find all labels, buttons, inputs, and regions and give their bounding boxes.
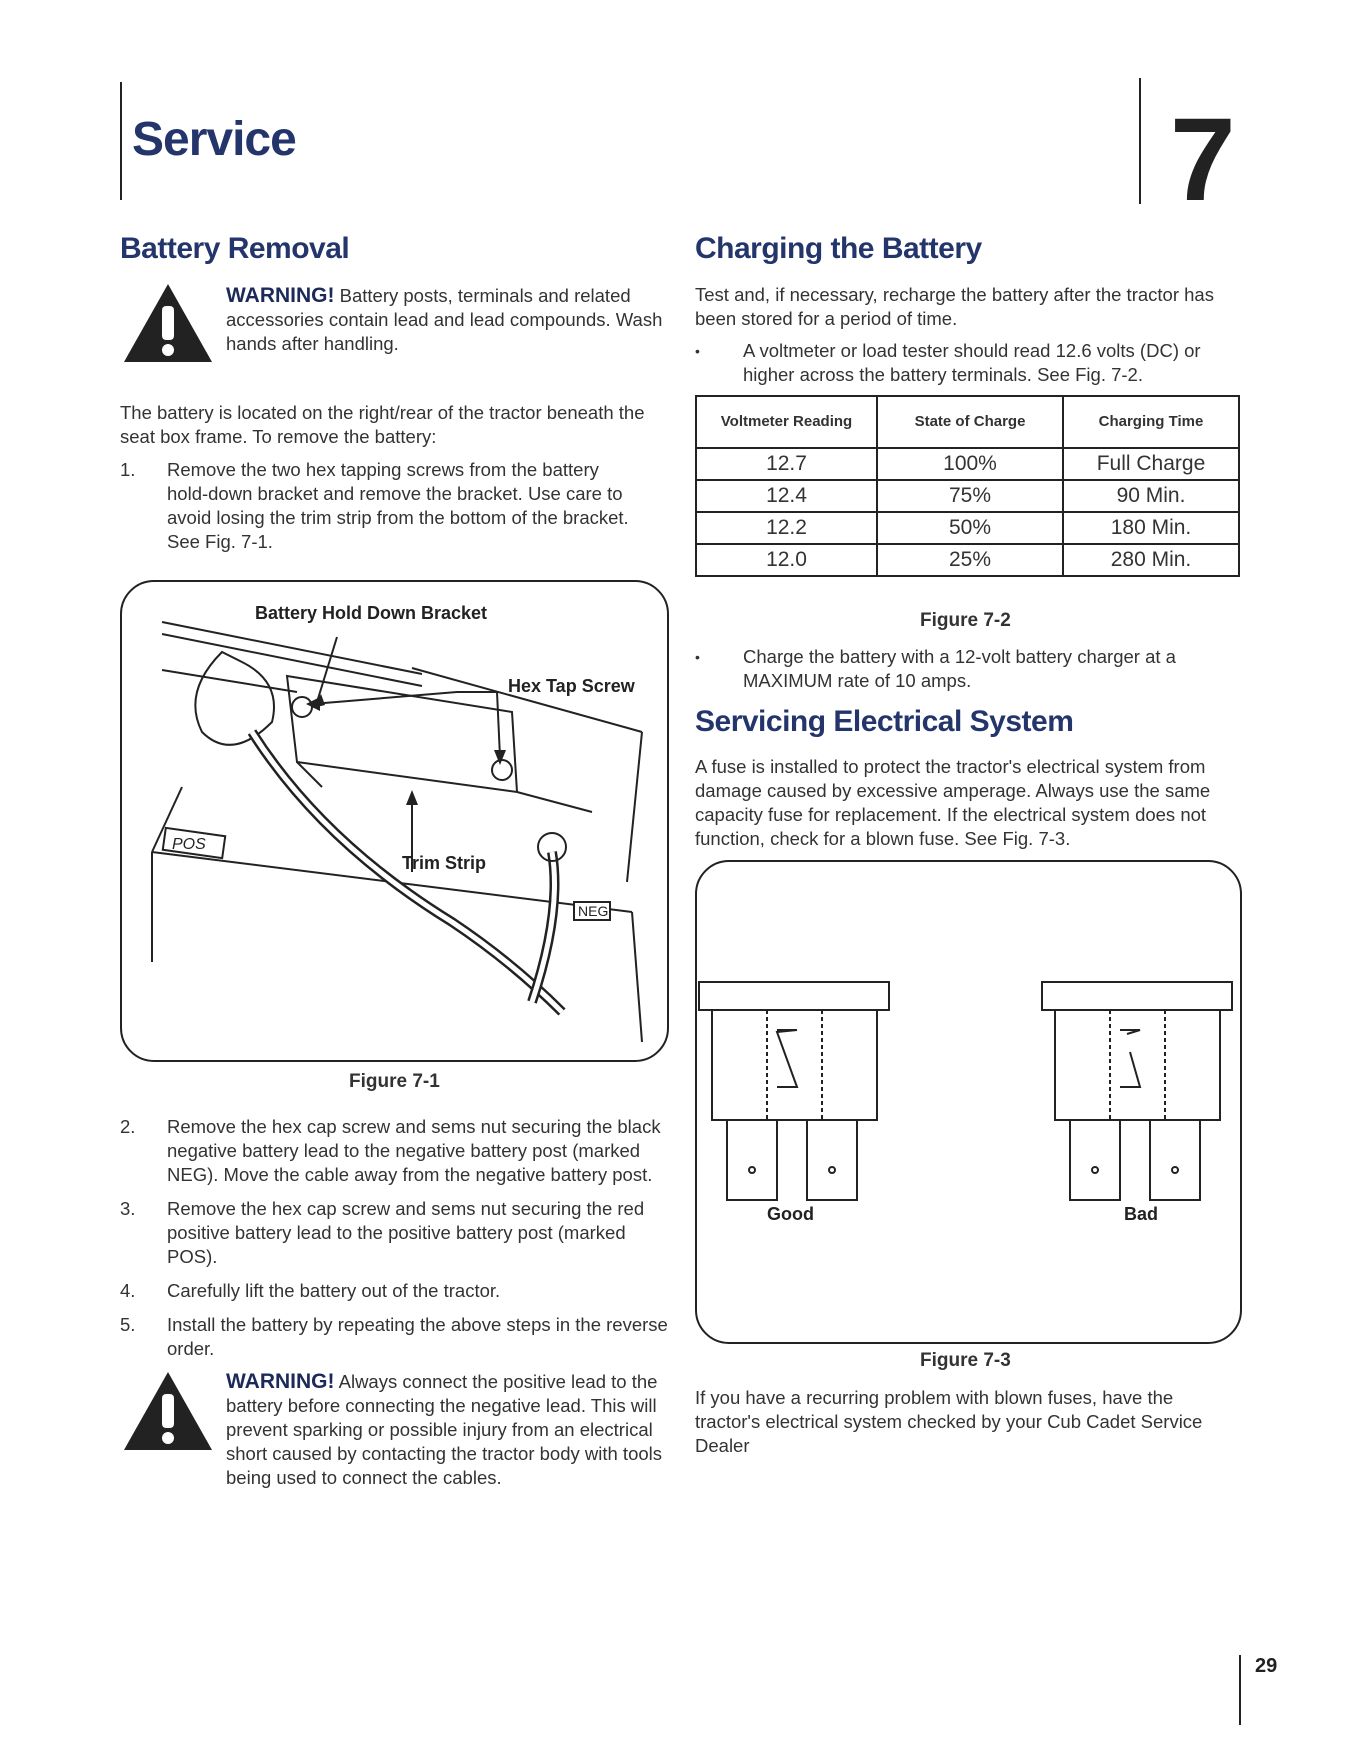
table-cell: 12.0: [696, 544, 877, 576]
heading-servicing-electrical: Servicing Electrical System: [695, 705, 1074, 738]
footer-rule: [1239, 1655, 1241, 1725]
warning-icon: [122, 282, 214, 364]
table-header-row: [696, 396, 1239, 448]
table-row: [696, 544, 1239, 576]
table-cell: 100%: [877, 448, 1063, 480]
step-5: 5. Install the battery by repeating the above steps in the reverse order.: [120, 1314, 668, 1359]
header-rule-right: [1139, 78, 1141, 204]
figure-7-2-caption: Figure 7-2: [920, 610, 1011, 631]
warning-icon: [122, 1370, 214, 1452]
table-cell: Full Charge: [1063, 448, 1239, 480]
label-good-fuse: Good: [767, 1204, 814, 1224]
table-cell: 25%: [877, 544, 1063, 576]
table-row: [696, 512, 1239, 544]
figure-7-3-caption: Figure 7-3: [920, 1350, 1011, 1371]
heading-battery-removal: Battery Removal: [120, 232, 350, 265]
warning-connect-positive: WARNING! Always connect the positive lead to the battery before connecting the negative lead. This will prevent sparking or possible injury from an electrical short caused by contacting the tractor body with tools being used to connect the cables.: [226, 1370, 663, 1488]
table-row: [696, 480, 1239, 512]
battery-illustration: [122, 582, 663, 1056]
table-cell: 280 Min.: [1063, 544, 1239, 576]
table-row: [696, 448, 1239, 480]
steps-list: [120, 1115, 670, 1371]
table-cell: 75%: [877, 480, 1063, 512]
label-hex-tap-screw: Hex Tap Screw: [508, 676, 635, 696]
step-3: 3. Remove the hex cap screw and sems nut securing the red positive battery lead to the positive battery post (marked POS).: [120, 1198, 645, 1267]
header-rule-left: [120, 82, 122, 200]
step-2: 2. Remove the hex cap screw and sems nut securing the black negative battery lead to the negative battery post (marked NEG). Move the cable away from the negative battery post.: [120, 1116, 661, 1185]
pos-marking: POS: [172, 836, 206, 853]
bullet-voltmeter: • A voltmeter or load tester should read 12.6 volts (DC) or higher across the battery terminals. See Fig. 7-2.: [695, 339, 1215, 387]
charging-table: [695, 395, 1240, 577]
table-cell: 12.4: [696, 480, 877, 512]
bullet-charge-rate: • Charge the battery with a 12-volt battery charger at a MAXIMUM rate of 10 amps.: [695, 645, 1215, 693]
table-cell: 50%: [877, 512, 1063, 544]
column-header: Charging Time: [1063, 396, 1239, 448]
table-cell: 12.2: [696, 512, 877, 544]
table-cell: 180 Min.: [1063, 512, 1239, 544]
battery-intro: The battery is located on the right/rear of the tractor beneath the seat box frame. To remove the battery:: [120, 402, 645, 447]
table-cell: 12.7: [696, 448, 877, 480]
chapter-number: 7: [1170, 94, 1233, 226]
label-bad-fuse: Bad: [1124, 1204, 1159, 1224]
electrical-intro: A fuse is installed to protect the tractor's electrical system from damage caused by excessive amperage. Always use the same capacity fuse for replacement. If the electrical system does not function, check for a blown fuse. See Fig. 7-3.: [695, 756, 1211, 849]
step-1: 1. Remove the two hex tapping screws from the battery hold-down bracket and remove the bracket. Use care to avoid losing the trim strip from the bottom of the bracket. See Fig. 7-1.: [120, 459, 629, 552]
column-header: Voltmeter Reading: [696, 396, 877, 448]
column-header: State of Charge: [877, 396, 1063, 448]
page-title: Service: [132, 113, 296, 166]
fuse-illustration: [697, 862, 1236, 1338]
warning-label: WARNING!: [226, 1370, 335, 1393]
warning-battery-lead: WARNING! Battery posts, terminals and related accessories contain lead and lead compounds. Wash hands after handling.: [226, 284, 663, 354]
warning-label: WARNING!: [226, 284, 335, 307]
heading-charging-battery: Charging the Battery: [695, 232, 982, 265]
page-number: 29: [1255, 1655, 1278, 1677]
label-hold-down-bracket: Battery Hold Down Bracket: [255, 603, 488, 623]
label-trim-strip: Trim Strip: [402, 853, 487, 873]
step-4: 4. Carefully lift the battery out of the tractor.: [120, 1280, 501, 1301]
figure-7-1-caption: Figure 7-1: [349, 1071, 440, 1092]
recurring-fuse-note: If you have a recurring problem with blown fuses, have the tractor's electrical system checked by your Cub Cadet Service Dealer: [695, 1387, 1203, 1456]
table-cell: 90 Min.: [1063, 480, 1239, 512]
charging-intro: Test and, if necessary, recharge the battery after the tractor has been stored for a period of time.: [695, 284, 1214, 329]
neg-marking: NEG: [578, 903, 609, 919]
